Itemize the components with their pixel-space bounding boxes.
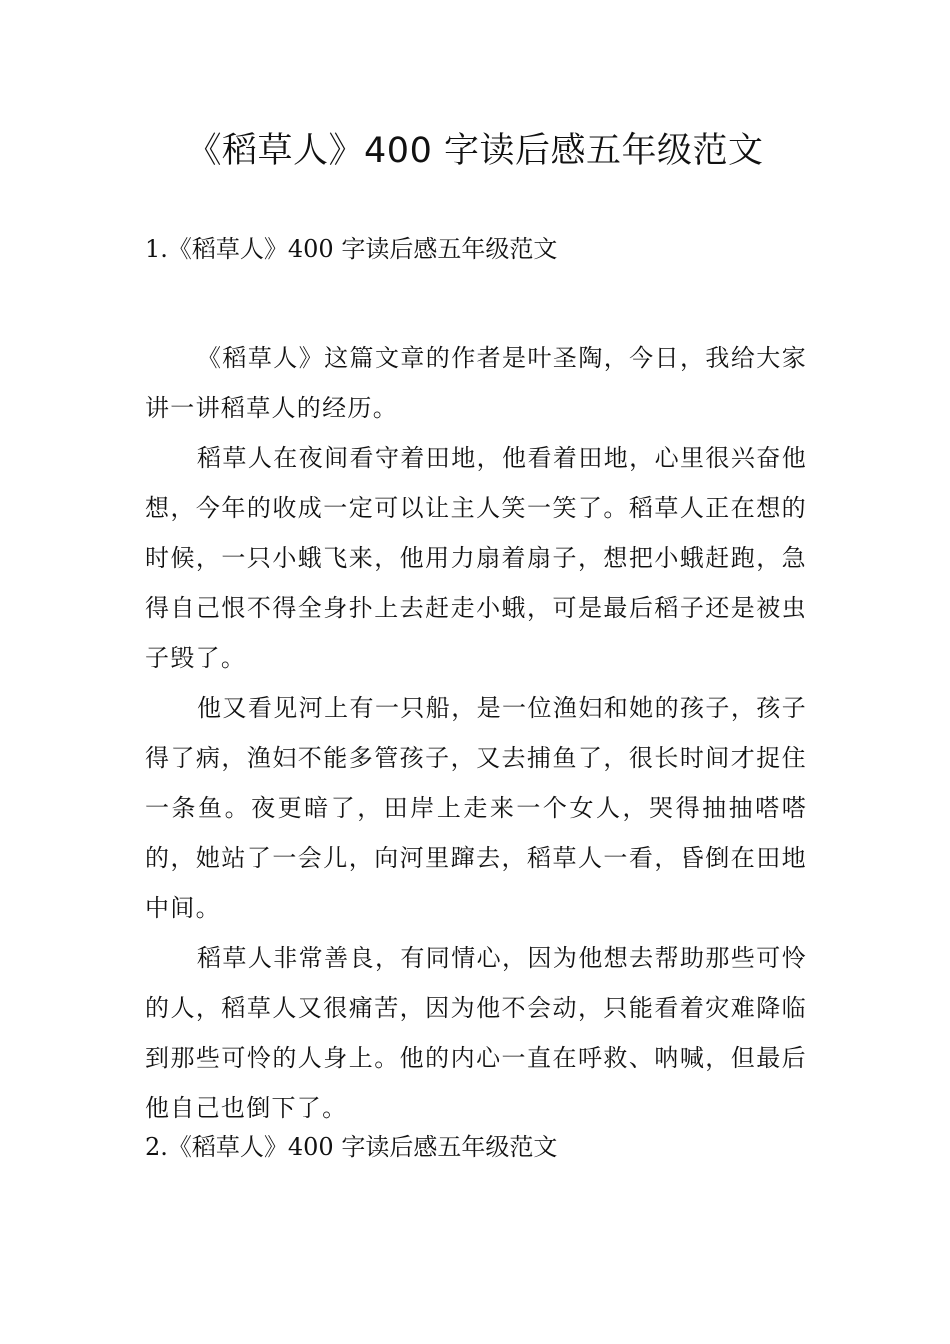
document-title: 《稻草人》400 字读后感五年级范文 <box>186 131 764 171</box>
paragraph-3: 他又看见河上有一只船，是一位渔妇和她的孩子，孩子得了病，渔妇不能多管孩子，又去捕鱼了，很长时间才捉住一条鱼。夜更暗了，田岸上走来一个女人，哭得抽抽嗒嗒的，她站了一会儿，向河里蹿去，稻草人一看，昏倒在田地中间。 <box>145 694 807 922</box>
paragraph-4: 稻草人非常善良，有同情心，因为他想去帮助那些可怜的人，稻草人又很痛苦，因为他不会动，只能看着灾难降临到那些可怜的人身上。他的内心一直在呼救、呐喊，但最后他自己也倒下了。 <box>145 944 807 1122</box>
paragraph-1: 《稻草人》这篇文章的作者是叶圣陶，今日，我给大家讲一讲稻草人的经历。 <box>145 344 807 422</box>
section-1-body <box>145 333 807 1133</box>
paragraph-2: 稻草人在夜间看守着田地，他看着田地，心里很兴奋他想，今年的收成一定可以让主人笑一笑了。稻草人正在想的时候，一只小蛾飞来，他用力扇着扇子，想把小蛾赶跑，急得自己恨不得全身扑上去赶走小蛾，可是最后稻子还是被虫子毁了。 <box>145 444 807 672</box>
section-heading-1: 1.《稻草人》400 字读后感五年级范文 <box>145 235 558 263</box>
section-heading-2: 2.《稻草人》400 字读后感五年级范文 <box>145 1133 558 1161</box>
